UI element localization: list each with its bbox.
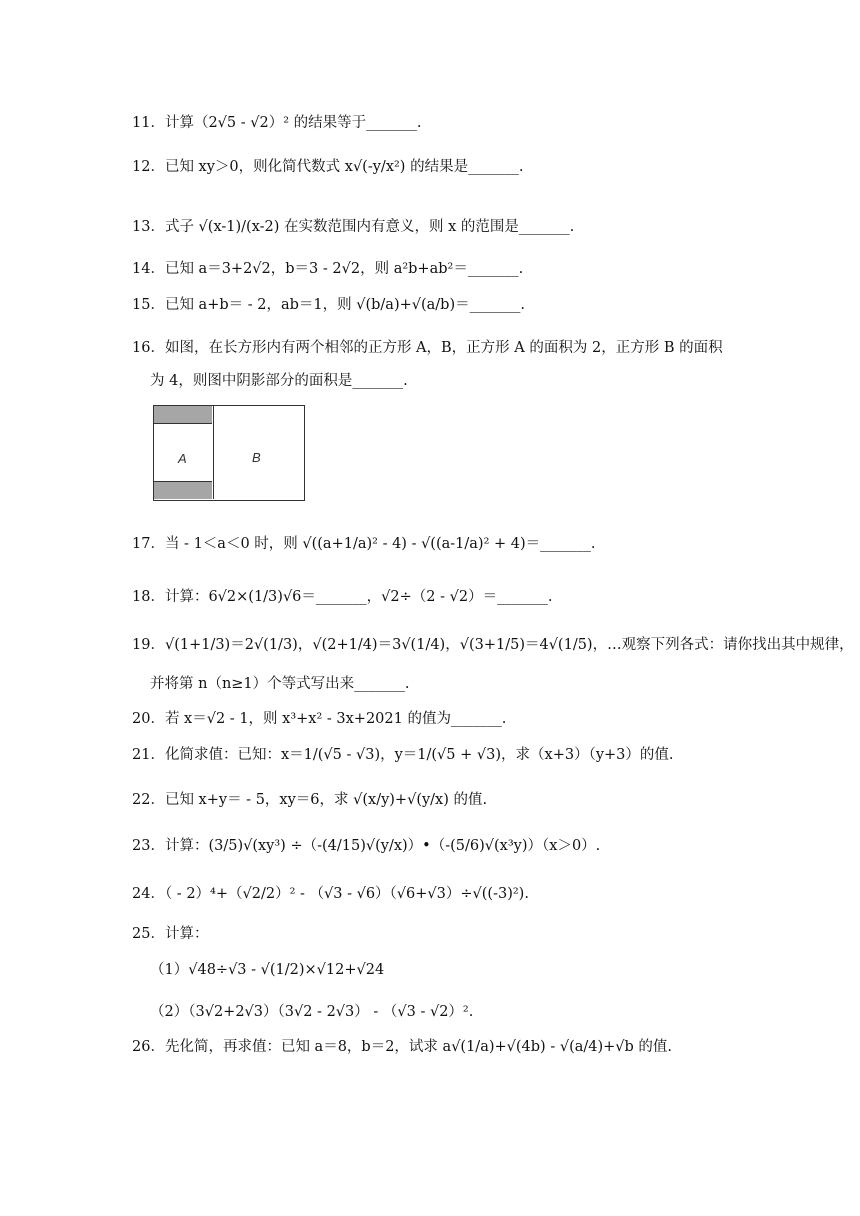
label-b: B <box>252 450 261 465</box>
shaded-region-top <box>154 406 212 424</box>
problem-12: 12．已知 xy＞0，则化简代数式 x√(-y/x²) 的结果是_______. <box>132 159 524 175</box>
problem-25-part2: （2）（3√2+2√3）（3√2 - 2√3） - （√3 - √2）². <box>150 1004 474 1020</box>
problem-19-cont: 并将第 n（n≥1）个等式写出来_______. <box>150 676 410 692</box>
problem-16-cont: 为 4，则图中阴影部分的面积是_______. <box>150 373 408 389</box>
problem-13: 13．式子 √(x-1)/(x-2) 在实数范围内有意义，则 x 的范围是_______. <box>132 219 575 235</box>
problem-18: 18．计算：6√2×(1/3)√6＝_______，√2÷（2 - √2）＝_______. <box>132 589 553 605</box>
problem-26: 26．先化简，再求值：已知 a＝8，b＝2，试求 a√(1/a)+√(4b) - √(a/4)+√b 的值. <box>132 1039 673 1055</box>
problem-19: 19．√(1+1/3)＝2√(1/3)，√(2+1/4)＝3√(1/4)，√(3+1/5)＝4√(1/5)，…观察下列各式：请你找出其中规律， <box>132 637 854 653</box>
problem-25: 25．计算： <box>132 926 209 942</box>
problem-14: 14．已知 a＝3+2√2，b＝3 - 2√2，则 a²b+ab²＝_______. <box>132 261 524 277</box>
problem-15: 15．已知 a+b＝ - 2，ab＝1，则 √(b/a)+√(a/b)＝_______. <box>132 297 525 313</box>
problem-16: 16．如图，在长方形内有两个相邻的正方形 A，B，正方形 A 的面积为 2，正方形 B 的面积 <box>132 340 723 356</box>
problem-21: 21．化简求值：已知：x＝1/(√5 - √3)，y＝1/(√5 + √3)，求（x+3）（y+3）的值. <box>132 747 674 763</box>
problem-25-part1: （1）√48÷√3 - √(1/2)×√12+√24 <box>150 962 385 978</box>
shaded-region-bottom <box>154 481 212 499</box>
label-a: A <box>178 451 187 466</box>
problem-17: 17．当 - 1＜a＜0 时，则 √((a+1/a)² - 4) - √((a-1/a)² + 4)＝_______. <box>132 536 596 552</box>
problem-20: 20．若 x＝√2 - 1，则 x³+x² - 3x+2021 的值为_______. <box>132 711 507 727</box>
problem-23: 23．计算：(3/5)√(xy³) ÷（-(4/15)√(y/x)）•（-(5/6)√(x³y)）（x＞0）. <box>132 838 601 854</box>
rectangle-figure <box>153 405 305 501</box>
problem-11: 11．计算（2√5 - √2）² 的结果等于_______. <box>132 115 422 131</box>
square-a <box>154 406 214 499</box>
problem-24: 24．（ - 2）⁴+（√2/2）² - （√3 - √6）（√6+√3）÷√((-3)²). <box>132 886 529 902</box>
problem-22: 22．已知 x+y＝ - 5，xy＝6，求 √(x/y)+√(y/x) 的值. <box>132 792 488 808</box>
